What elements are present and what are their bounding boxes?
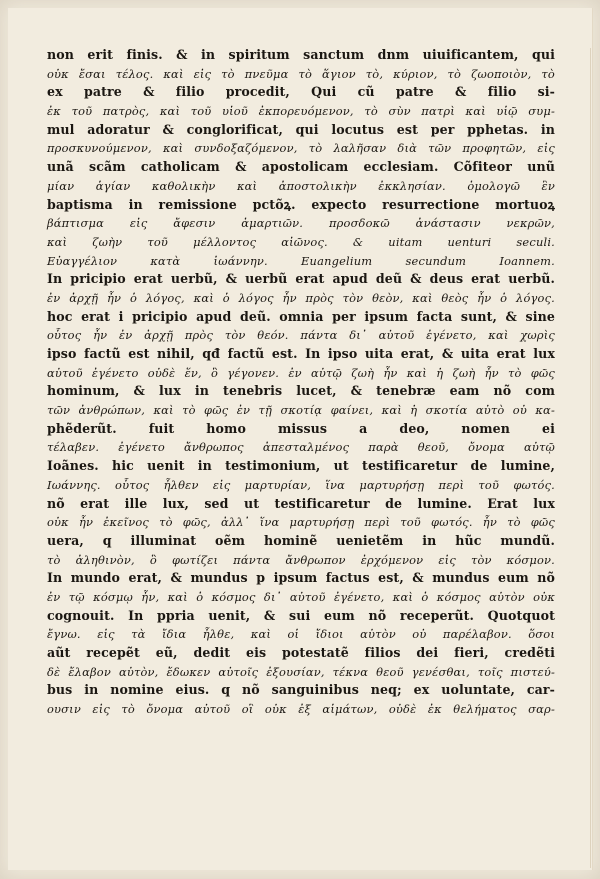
bilingual-text-block	[47, 46, 555, 719]
text-line-latin: non erit finis. & in spiritum sanctum dnm uiuificantem, qui	[47, 47, 555, 62]
text-line-latin: Ioãnes. hic uenit in testimonium, ut testificaretur de lumine,	[47, 458, 555, 474]
text-line-latin: ex patre & filio procedit, Qui cũ patre & filio si-	[47, 84, 555, 100]
text-line-greek: οὐκ ἔσαι τέλος. καὶ εἰς τὸ πνεῦμα τὸ ἅγιον τὸ, κύριον, τὸ ζωοποιὸν, τὸ	[47, 66, 555, 81]
text-line-latin: In mundo erat, & mundus p ipsum factus est, & mundus eum nõ	[47, 570, 555, 586]
text-line-latin: nõ erat ille lux, sed ut testificaretur de lumine. Erat lux	[47, 495, 555, 511]
page-edge-line	[590, 48, 600, 868]
text-line-latin: hominum, & lux in tenebris lucet, & tenebræ eam nõ com	[47, 383, 555, 399]
text-line-latin: bus in nomine eius. q nõ sanguinibus neq; ex uoluntate, car-	[47, 682, 555, 698]
text-line-greek: ἐν τῷ κόσμῳ ἦν, καὶ ὁ κόσμος δι᾽ αὐτοῦ ἐγένετο, καὶ ὁ κόσμος αὐτὸν οὐκ	[47, 589, 555, 604]
text-line-latin: aũt recepẽt eũ, dedit eis potestatẽ filios dei fieri, credẽti	[47, 645, 555, 660]
text-line-greek: οὐκ ἦν ἐκεῖνος τὸ φῶς, ἀλλ᾽ ἵνα μαρτυρήσῃ περὶ τοῦ φωτός. ἦν τὸ φῶς	[47, 515, 555, 530]
text-line-greek: αὐτοῦ ἐγένετο οὐδὲ ἕν, ὃ γέγονεν. ἐν αὐτῷ ζωὴ ἦν καὶ ἡ ζωὴ ἦν τὸ φῶς	[47, 365, 555, 380]
text-line-greek: τέλαβεν. ἐγένετο ἄνθρωπος ἀπεσταλμένος παρὰ θεοῦ, ὄνομα αὐτῷ	[47, 440, 555, 455]
text-line-greek: ἐν ἀρχῇ ἦν ὁ λόγος, καὶ ὁ λόγος ἦν πρὸς τὸν θεὸν, καὶ θεὸς ἦν ὁ λόγος.	[47, 290, 555, 305]
text-line-latin: baptisma in remissione pctõꝝ. expecto resurrectione mortuoꝝ	[47, 196, 555, 212]
text-line-latin: phẽderũt. fuit homo missus a deo, nomen ei	[47, 420, 555, 436]
text-line-latin: unã scãm catholicam & apostolicam ecclesiam. Cõfiteor unũ	[47, 159, 555, 175]
text-line-latin: In pricipio erat uerbũ, & uerbũ erat apud deũ & deus erat uerbũ.	[47, 271, 555, 287]
text-line-greek: ἐκ τοῦ πατρὸς, καὶ τοῦ υἱοῦ ἐκπορευόμενον, τὸ σὺν πατρὶ καὶ υἱῷ συμ-	[47, 104, 555, 119]
text-line-latin: cognouit. In ppria uenit, & sui eum nõ receperũt. Quotquot	[47, 607, 555, 623]
text-line-greek: Ιωάννης. οὗτος ἦλθεν εἰς μαρτυρίαν, ἵνα μαρτυρήσῃ περὶ τοῦ φωτός.	[47, 477, 555, 492]
text-line-greek: τὸ ἀληθινὸν, ὃ φωτίζει πάντα ἄνθρωπον ἐρχόμενον εἰς τὸν κόσμον.	[47, 552, 555, 567]
text-line-latin: mul adoratur & conglorificat, qui locutus est per pphetas. in	[47, 121, 555, 137]
text-line-greek: οὗτος ἦν ἐν ἀρχῇ πρὸς τὸν θεόν. πάντα δι᾽ αὐτοῦ ἐγένετο, καὶ χωρὶς	[47, 328, 555, 343]
text-line-greek: προσκυνούμενον, καὶ συνδοξαζόμενον, τὸ λαλῆσαν διὰ τῶν προφητῶν, εἰς	[47, 141, 555, 156]
text-line-greek: ἔγνω. εἰς τὰ ἴδια ἦλθε, καὶ οἱ ἴδιοι αὐτὸν οὐ παρέλαβον. ὅσοι	[47, 627, 555, 642]
text-line-latin: hoc erat i pricipio apud deũ. omnia per ipsum facta sunt, & sine	[47, 308, 555, 324]
text-line-greek: βάπτισμα εἰς ἄφεσιν ἁμαρτιῶν. προσδοκῶ ἀνάστασιν νεκρῶν,	[47, 216, 555, 231]
text-line-mixed: καὶ ζωὴν τοῦ μέλλοντος αἰῶνος. & uitam uenturi seculi.	[47, 234, 555, 249]
text-line-greek: τῶν ἀνθρώπων, καὶ τὸ φῶς ἐν τῇ σκοτίᾳ φαίνει, καὶ ἡ σκοτία αὐτὸ οὐ κα-	[47, 403, 555, 418]
text-line-latin: uera, q illuminat oẽm hominẽ uenietẽm in hũc mundũ.	[47, 532, 555, 548]
text-line-latin: ipso factũ est nihil, qđ factũ est. In ipso uita erat, & uita erat lux	[47, 346, 555, 361]
text-line-greek: μίαν ἁγίαν καθολικὴν καὶ ἀποστολικὴν ἐκκλησίαν. ὁμολογῶ ἓν	[47, 178, 555, 193]
text-line-greek: ουσιν εἰς τὸ ὄνομα αὐτοῦ οἳ οὐκ ἐξ αἱμάτων, οὐδὲ ἐκ θελήματος σαρ-	[47, 702, 555, 717]
gospel-heading-line: Εὐαγγέλιον κατὰ ἰωάννην. Euangelium secundum Ioannem.	[47, 253, 555, 268]
text-line-greek: δὲ ἔλαβον αὐτὸν, ἔδωκεν αὐτοῖς ἐξουσίαν, τέκνα θεοῦ γενέσθαι, τοῖς πιστεύ-	[47, 664, 555, 679]
